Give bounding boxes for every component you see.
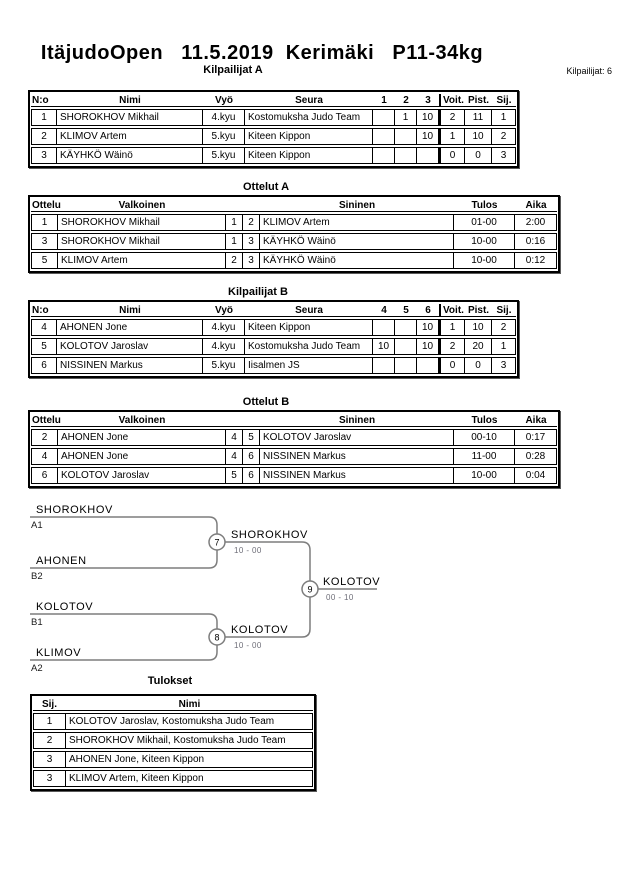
column-header bbox=[226, 414, 260, 427]
table-row bbox=[33, 751, 313, 768]
cell: KLIMOV Artem bbox=[58, 252, 226, 269]
column-header: Ottelu bbox=[32, 414, 61, 426]
cell: 3 bbox=[243, 252, 260, 269]
table-row bbox=[31, 467, 557, 484]
results-table bbox=[30, 694, 316, 791]
cell: 3 bbox=[33, 751, 66, 768]
bracket-entry-name: SHOROKHOV bbox=[36, 504, 113, 516]
elimination-bracket bbox=[0, 495, 630, 685]
bracket-line bbox=[30, 614, 217, 629]
bracket-entry-name: AHONEN bbox=[36, 555, 87, 567]
cell: KLIMOV Artem, Kiteen Kippon bbox=[66, 770, 313, 787]
cell: 10 bbox=[465, 128, 492, 145]
cell: 1 bbox=[226, 233, 243, 250]
bracket-seed-label: A1 bbox=[31, 520, 43, 531]
table-row bbox=[31, 233, 557, 250]
column-header: Ottelu bbox=[32, 199, 61, 211]
cell: 2 bbox=[31, 429, 58, 446]
matches-b-table bbox=[28, 410, 560, 488]
column-header: 1 bbox=[373, 94, 395, 107]
column-header: Valkoinen bbox=[58, 199, 226, 212]
cell: 4.kyu bbox=[203, 109, 245, 126]
column-header: 4 bbox=[373, 304, 395, 317]
table-row bbox=[31, 338, 516, 355]
cell: 5.kyu bbox=[203, 147, 245, 164]
match-score: 00 - 10 bbox=[326, 593, 354, 602]
column-header: 6 bbox=[417, 304, 439, 317]
cell: KOLOTOV Jaroslav, Kostomuksha Judo Team bbox=[66, 713, 313, 730]
cell: 5 bbox=[31, 252, 58, 269]
cell: 0 bbox=[439, 147, 465, 164]
column-header: Pist. bbox=[465, 304, 492, 317]
column-header: 5 bbox=[395, 304, 417, 317]
table-row bbox=[31, 109, 516, 126]
cell: 3 bbox=[243, 233, 260, 250]
bracket-entry-name: KLIMOV bbox=[36, 647, 82, 659]
cell: 3 bbox=[33, 770, 66, 787]
section-title-matches-b: Ottelut B bbox=[242, 396, 290, 408]
cell: 1 bbox=[395, 109, 417, 126]
cell: 2 bbox=[492, 128, 516, 145]
column-header: Seura bbox=[245, 304, 373, 317]
bracket-seed-label: B2 bbox=[31, 571, 43, 582]
cell: Kostomuksha Judo Team bbox=[245, 338, 373, 355]
cell bbox=[417, 147, 439, 164]
competitors-a-table bbox=[28, 90, 519, 168]
cell: 2 bbox=[492, 319, 516, 336]
table-header-row bbox=[31, 94, 516, 107]
cell: 0 bbox=[439, 357, 465, 374]
cell: 5.kyu bbox=[203, 128, 245, 145]
cell: 01-00 bbox=[454, 214, 515, 231]
table-header-row bbox=[31, 199, 557, 212]
column-header: Valkoinen bbox=[58, 414, 226, 427]
cell: 10 bbox=[465, 319, 492, 336]
cell: 10 bbox=[417, 128, 439, 145]
bracket-entry-name: KOLOTOV bbox=[36, 601, 94, 613]
cell: KLIMOV Artem bbox=[57, 128, 203, 145]
cell: KÄYHKÖ Wäinö bbox=[260, 252, 454, 269]
column-header: Seura bbox=[245, 94, 373, 107]
cell: 10-00 bbox=[454, 233, 515, 250]
cell: 2 bbox=[226, 252, 243, 269]
participants-count: Kilpailijat: 6 bbox=[566, 66, 612, 76]
cell: 1 bbox=[439, 319, 465, 336]
cell: 4 bbox=[31, 319, 57, 336]
cell bbox=[373, 147, 395, 164]
column-header: Tulos bbox=[454, 414, 515, 427]
cell: 10-00 bbox=[454, 467, 515, 484]
match-winner-name: KOLOTOV bbox=[231, 624, 289, 636]
section-title-matches-a: Ottelut A bbox=[242, 181, 290, 193]
table-header-row bbox=[31, 304, 516, 317]
cell: AHONEN Jone, Kiteen Kippon bbox=[66, 751, 313, 768]
table-header-row bbox=[33, 698, 313, 711]
cell: KÄYHKÖ Wäinö bbox=[57, 147, 203, 164]
matches-a-table bbox=[28, 195, 560, 273]
section-title-results: Tulokset bbox=[147, 675, 193, 687]
cell: 4.kyu bbox=[203, 338, 245, 355]
column-header: Voit. bbox=[439, 94, 465, 107]
cell: Iisalmen JS bbox=[245, 357, 373, 374]
table-row bbox=[31, 319, 516, 336]
cell: SHOROKHOV Mikhail, Kostomuksha Judo Team bbox=[66, 732, 313, 749]
table-row bbox=[31, 128, 516, 145]
cell: 2 bbox=[31, 128, 57, 145]
cell: 4.kyu bbox=[203, 319, 245, 336]
column-header: Aika bbox=[515, 414, 557, 427]
column-header: N:o bbox=[31, 304, 57, 317]
bracket-seed-label: B1 bbox=[31, 617, 43, 628]
cell: 2 bbox=[243, 214, 260, 231]
bracket-line bbox=[30, 517, 217, 534]
cell bbox=[395, 128, 417, 145]
section-title-competitors-b: Kilpailijat B bbox=[228, 286, 288, 298]
cell: 3 bbox=[492, 147, 516, 164]
column-header: Sij. bbox=[492, 304, 516, 317]
cell: 4 bbox=[226, 448, 243, 465]
cell: 5 bbox=[226, 467, 243, 484]
cell: 1 bbox=[31, 214, 58, 231]
cell: 2 bbox=[33, 732, 66, 749]
cell: 2:00 bbox=[515, 214, 557, 231]
cell: 00-10 bbox=[454, 429, 515, 446]
cell bbox=[417, 357, 439, 374]
table-row bbox=[31, 448, 557, 465]
cell bbox=[373, 128, 395, 145]
cell: 2 bbox=[439, 109, 465, 126]
cell: 1 bbox=[492, 338, 516, 355]
cell: 0:12 bbox=[515, 252, 557, 269]
table-row bbox=[33, 732, 313, 749]
cell: 0 bbox=[465, 357, 492, 374]
cell: 3 bbox=[31, 233, 58, 250]
page-title: ItäjudoOpen 11.5.2019 Kerimäki P11-34kg bbox=[40, 42, 484, 64]
column-header bbox=[226, 199, 260, 212]
table-row bbox=[31, 147, 516, 164]
cell: 11 bbox=[465, 109, 492, 126]
column-header: Vyö bbox=[203, 94, 245, 107]
cell: 5 bbox=[243, 429, 260, 446]
cell: 0:28 bbox=[515, 448, 557, 465]
cell: SHOROKHOV Mikhail bbox=[58, 233, 226, 250]
table-row bbox=[33, 713, 313, 730]
cell: KLIMOV Artem bbox=[260, 214, 454, 231]
section-title-competitors-a: Kilpailijat A bbox=[203, 64, 263, 76]
cell: 10 bbox=[417, 338, 439, 355]
match-number: 8 bbox=[214, 632, 220, 643]
column-header: Nimi bbox=[66, 698, 313, 711]
cell: 3 bbox=[492, 357, 516, 374]
match-number: 9 bbox=[307, 584, 313, 595]
column-header: Nimi bbox=[57, 94, 203, 107]
column-header: Sininen bbox=[260, 199, 454, 212]
cell bbox=[373, 319, 395, 336]
column-header: Pist. bbox=[465, 94, 492, 107]
cell: Kostomuksha Judo Team bbox=[245, 109, 373, 126]
cell bbox=[395, 357, 417, 374]
match-winner-name: SHOROKHOV bbox=[231, 529, 308, 541]
cell: 11-00 bbox=[454, 448, 515, 465]
column-header: Tulos bbox=[454, 199, 515, 212]
cell: 10-00 bbox=[454, 252, 515, 269]
cell: 10 bbox=[417, 109, 439, 126]
cell: 5.kyu bbox=[203, 357, 245, 374]
column-header: Sij. bbox=[33, 698, 66, 711]
column-header: N:o bbox=[31, 94, 57, 107]
cell: 0:17 bbox=[515, 429, 557, 446]
cell: 20 bbox=[465, 338, 492, 355]
cell: NISSINEN Markus bbox=[260, 467, 454, 484]
cell: Kiteen Kippon bbox=[245, 147, 373, 164]
cell: KOLOTOV Jaroslav bbox=[260, 429, 454, 446]
cell bbox=[395, 319, 417, 336]
cell: 10 bbox=[373, 338, 395, 355]
cell bbox=[395, 338, 417, 355]
cell: 1 bbox=[226, 214, 243, 231]
column-header: Sij. bbox=[492, 94, 516, 107]
cell bbox=[373, 109, 395, 126]
bracket-seed-label: A2 bbox=[31, 663, 43, 674]
cell: 6 bbox=[31, 467, 58, 484]
table-row bbox=[33, 770, 313, 787]
cell: SHOROKHOV Mikhail bbox=[58, 214, 226, 231]
cell: 6 bbox=[243, 467, 260, 484]
column-header: 3 bbox=[417, 94, 439, 107]
table-row bbox=[31, 252, 557, 269]
match-number: 7 bbox=[214, 537, 220, 548]
cell: 5 bbox=[31, 338, 57, 355]
cell: 1 bbox=[31, 109, 57, 126]
match-winner-name: KOLOTOV bbox=[323, 576, 381, 588]
cell: AHONEN Jone bbox=[57, 319, 203, 336]
cell: AHONEN Jone bbox=[58, 429, 226, 446]
cell: 3 bbox=[31, 147, 57, 164]
cell: KOLOTOV Jaroslav bbox=[57, 338, 203, 355]
cell: 0:16 bbox=[515, 233, 557, 250]
column-header: 2 bbox=[395, 94, 417, 107]
cell bbox=[395, 147, 417, 164]
column-header: Nimi bbox=[57, 304, 203, 317]
cell: 2 bbox=[439, 338, 465, 355]
cell: 10 bbox=[417, 319, 439, 336]
cell: SHOROKHOV Mikhail bbox=[57, 109, 203, 126]
cell: 0:04 bbox=[515, 467, 557, 484]
table-row bbox=[31, 429, 557, 446]
cell: NISSINEN Markus bbox=[57, 357, 203, 374]
cell: Kiteen Kippon bbox=[245, 128, 373, 145]
column-header: Vyö bbox=[203, 304, 245, 317]
column-header: Aika bbox=[515, 199, 557, 212]
cell: 1 bbox=[492, 109, 516, 126]
cell: NISSINEN Markus bbox=[260, 448, 454, 465]
competitors-b-table bbox=[28, 300, 519, 378]
cell: 1 bbox=[439, 128, 465, 145]
cell: KÄYHKÖ Wäinö bbox=[260, 233, 454, 250]
cell: KOLOTOV Jaroslav bbox=[58, 467, 226, 484]
cell: 0 bbox=[465, 147, 492, 164]
table-header-row bbox=[31, 414, 557, 427]
cell: 4 bbox=[226, 429, 243, 446]
cell: AHONEN Jone bbox=[58, 448, 226, 465]
match-score: 10 - 00 bbox=[234, 641, 262, 650]
column-header: Sininen bbox=[260, 414, 454, 427]
table-row bbox=[31, 214, 557, 231]
cell: 6 bbox=[31, 357, 57, 374]
cell: 6 bbox=[243, 448, 260, 465]
cell: Kiteen Kippon bbox=[245, 319, 373, 336]
match-score: 10 - 00 bbox=[234, 546, 262, 555]
cell: 4 bbox=[31, 448, 58, 465]
table-row bbox=[31, 357, 516, 374]
cell: 1 bbox=[33, 713, 66, 730]
cell bbox=[373, 357, 395, 374]
column-header: Voit. bbox=[439, 304, 465, 317]
